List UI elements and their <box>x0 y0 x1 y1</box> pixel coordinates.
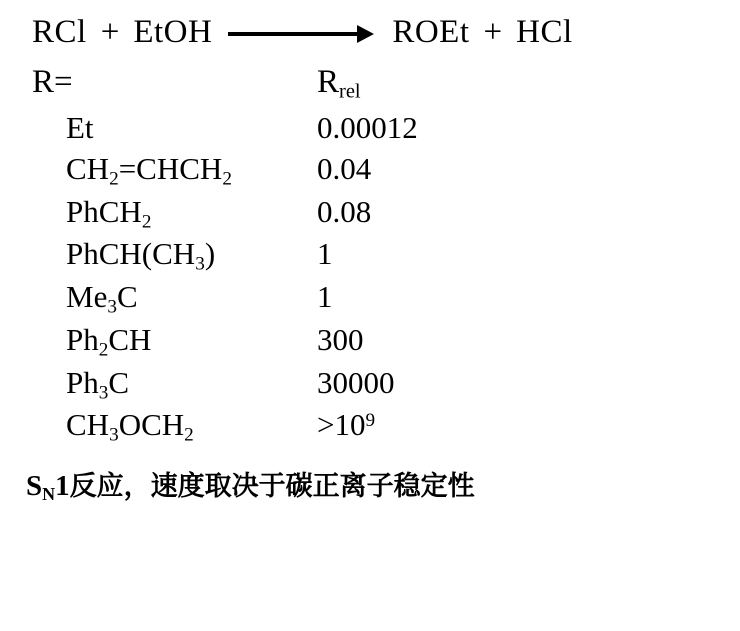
group-6-part-2: C <box>108 364 130 400</box>
sn1-number: 1 <box>55 470 70 503</box>
table-row <box>32 277 722 320</box>
sn1-subscript: N <box>42 484 56 505</box>
cell-group <box>32 320 317 363</box>
group-0-part-0: Et <box>66 110 94 146</box>
group-3-part-0: PhCH(CH <box>66 236 196 272</box>
table-row <box>32 320 722 363</box>
group-7-part-2: OCH <box>118 407 185 443</box>
reaction-arrow-icon <box>228 25 374 43</box>
arrow-head <box>357 25 374 43</box>
arrow-shaft <box>228 32 358 36</box>
group-5-part-0: Ph <box>66 321 99 357</box>
group-1-part-0: CH <box>66 150 110 186</box>
product-roet: ROEt <box>392 14 470 50</box>
data-table <box>32 108 722 448</box>
rate-7-part-1: 9 <box>365 410 376 432</box>
table-row <box>32 149 722 192</box>
reactant-etoh: EtOH <box>133 14 213 50</box>
group-4-part-0: Me <box>66 279 108 315</box>
cell-relative-rate: 300 <box>317 321 364 357</box>
cell-relative-rate: 1 <box>317 236 333 272</box>
group-2-part-1: 2 <box>141 211 152 233</box>
table-row <box>32 234 722 277</box>
group-7-part-0: CH <box>66 407 110 443</box>
cell-group <box>32 108 317 149</box>
cell-group <box>32 149 317 192</box>
group-5-part-1: 2 <box>98 339 109 361</box>
cell-relative-rate: 30000 <box>317 364 395 400</box>
cell-relative-rate: 0.04 <box>317 150 372 186</box>
column-header-rate <box>317 64 361 104</box>
table-row <box>32 363 722 406</box>
product-hcl: HCl <box>516 14 573 50</box>
reaction-equation <box>32 14 722 50</box>
group-1-part-1: 2 <box>109 168 119 190</box>
equation-plus-1: + <box>100 14 120 50</box>
rate-7-part-0: >10 <box>317 407 366 443</box>
cell-relative-rate: 0.08 <box>317 193 372 229</box>
group-3-part-1: 3 <box>195 253 205 275</box>
group-4-part-2: C <box>116 279 138 315</box>
cell-relative-rate: 0.00012 <box>317 110 418 146</box>
rrel-subscript: rel <box>339 81 361 104</box>
rrel-base: R <box>317 64 340 101</box>
group-1-part-2: =CHCH <box>118 150 223 186</box>
cell-group <box>32 277 317 320</box>
group-6-part-1: 3 <box>98 381 109 403</box>
group-1-part-3: 2 <box>222 168 232 190</box>
sn1-base: S <box>26 470 43 503</box>
group-7-part-3: 2 <box>184 424 194 446</box>
cell-group <box>32 363 317 406</box>
group-2-part-0: PhCH <box>66 193 142 229</box>
cell-group <box>32 234 317 277</box>
table-header <box>32 64 722 104</box>
table-row <box>32 192 722 235</box>
cell-group <box>32 192 317 235</box>
table-row <box>32 405 722 448</box>
group-4-part-1: 3 <box>107 296 117 318</box>
table-row <box>32 108 722 149</box>
group-3-part-2: ) <box>204 236 216 272</box>
column-header-group: R= <box>32 64 73 101</box>
conclusion-line <box>26 464 722 505</box>
cell-group <box>32 405 317 448</box>
group-6-part-0: Ph <box>66 364 99 400</box>
reactant-rcl: RCl <box>32 14 87 50</box>
equation-plus-2: + <box>483 14 503 50</box>
cell-relative-rate: 1 <box>317 279 333 315</box>
group-7-part-1: 3 <box>109 424 119 446</box>
group-5-part-2: CH <box>108 321 152 357</box>
cell-relative-rate <box>317 405 375 448</box>
conclusion-text: 反应，速度取决于碳正离子稳定性 <box>69 471 475 503</box>
